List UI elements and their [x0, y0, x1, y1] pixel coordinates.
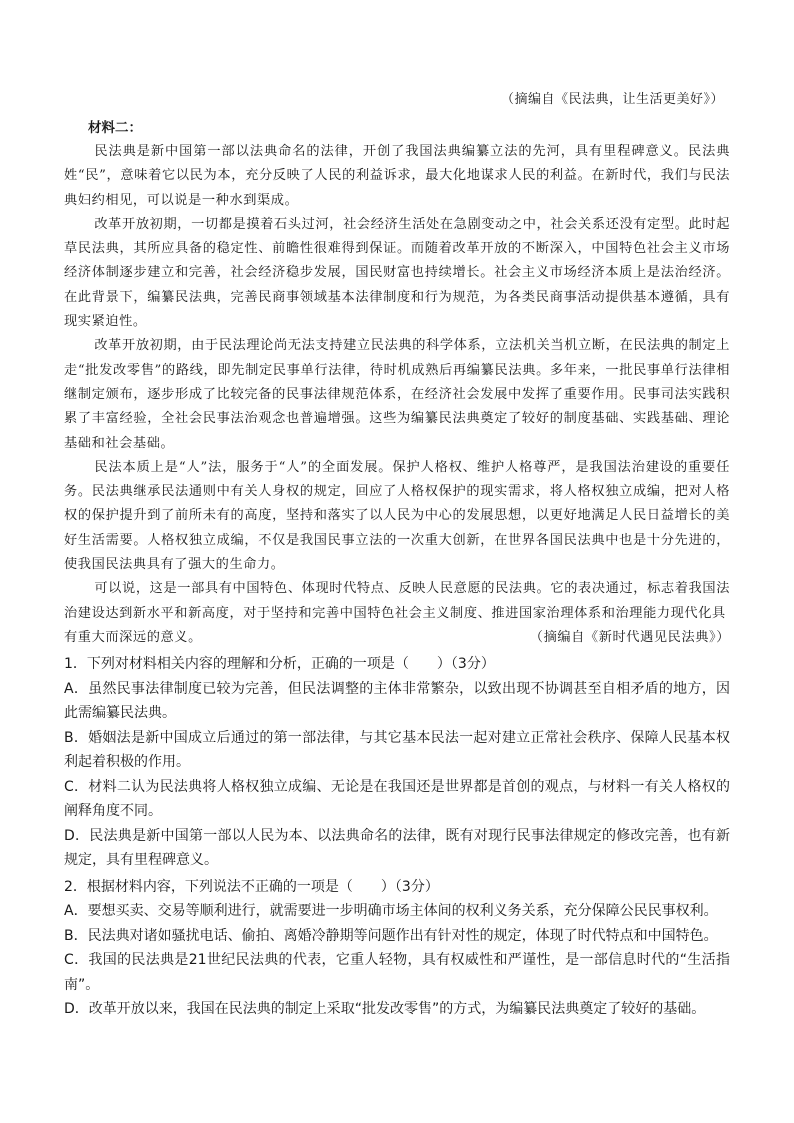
- material2-paragraph-2: 改革开放初期，一切都是摸着石头过河，社会经济生活处在急剧变动之中，社会关系还没有定型。此时起草民法典，其所应具备的稳定性、前瞻性很难得到保证。而随着改革开放的不断深入，中国特色社会主义市场经济体制逐步建立和完善，社会经济稳步发展，国民财富也持续增长。社会主义市场经济本质上是法治经济。在此背景下，编纂民法典，完善民商事领域基本法律制度和行为规范，为各类民商事活动提供基本遵循，具有现实紧迫性。: [64, 216, 730, 330]
- material2-source: （摘编自《新时代遇见民法典》）: [529, 629, 730, 645]
- material2-last-line: 有重大而深远的意义。: [64, 629, 202, 645]
- material1-source: （摘编自《民法典，让生活更美好》）: [500, 92, 724, 107]
- material2-title: 材料二：: [88, 120, 142, 136]
- question-1-option-b: B．婚姻法是新中国成立后通过的第一部法律，与其它基本民法一起对建立正常社会秩序、保障人民基本权利起着积极的作用。: [64, 729, 730, 771]
- question-2-option-a: A．要想买卖、交易等顺利进行，就需要进一步明确市场主体间的权利义务关系，充分保障公民民事权利。: [64, 903, 718, 920]
- material2-paragraph-5: 可以说，这是一部具有中国特色、体现时代特点、反映人民意愿的民法典。它的表决通过，标志着我国法治建设达到新水平和新高度，对于坚持和完善中国特色社会主义制度、推进国家治理体系和治理能力现代化具: [64, 581, 730, 621]
- material2-paragraph-4: 民法本质上是“人”法，服务于“人”的全面发展。保护人格权、维护人格尊严，是我国法治建设的重要任务。民法典继承民法通则中有关人身权的规定，回应了人格权保护的现实需求，将人格权独立成编，把对人格权的保护提升到了前所未有的高度，坚持和落实了以人民为中心的发展思想，以更好地满足人民日益增长的美好生活需要。人格权独立成编，不仅是我国民事立法的一次重大创新，在世界各国民法典中也是十分先进的，使我国民法典具有了强大的生命力。: [64, 459, 730, 573]
- question-1-option-d: D．民法典是新中国第一部以人民为本、以法典命名的法律，既有对现行民事法律规定的修改完善，也有新规定，具有里程碑意义。: [64, 827, 730, 869]
- question-2-option-b: B．民法典对诸如骚扰电话、偷拍、离婚冷静期等问题作出有针对性的规定，体现了时代特点和中国特色。: [64, 927, 718, 944]
- question-1-option-c: C．材料二认为民法典将人格权独立成编、无论是在我国还是世界都是首创的观点，与材料一有关人格权的阐释角度不同。: [64, 778, 730, 820]
- material2-footer: [64, 626, 730, 650]
- question-1-stem: 1．下列对材料相关内容的理解和分析，正确的一项是（ ）（3分）: [64, 656, 495, 673]
- question-1-option-a: A．虽然民事法律制度已较为完善，但民法调整的主体非常繁杂，以致出现不协调甚至自相矛盾的地方，因此需编纂民法典。: [64, 680, 730, 722]
- question-2-option-d: D．改革开放以来，我国在民法典的制定上采取“批发改零售”的方式，为编纂民法典奠定了较好的基础。: [64, 1001, 706, 1018]
- material2-paragraph-3: 改革开放初期，由于民法理论尚无法支持建立民法典的科学体系，立法机关当机立断，在民法典的制定上走“批发改零售”的路线，即先制定民事单行法律，待时机成熟后再编纂民法典。多年来，一批民事单行法律相继制定颁布，逐步形成了比较完备的民事法律规范体系，在经济社会发展中发挥了重要作用。民事司法实践积累了丰富经验，全社会民事法治观念也普遍增强。这些为编纂民法典奠定了较好的制度基础、实践基础、理论基础和社会基础。: [64, 338, 730, 451]
- question-2-option-c: C．我国的民法典是21世纪民法典的代表，它重人轻物，具有权威性和严谨性，是一部信息时代的“生活指南”。: [64, 952, 730, 993]
- question-2-stem: 2．根据材料内容，下列说法不正确的一项是（ ）（3分）: [64, 878, 439, 895]
- material2-paragraph-1: 民法典是新中国第一部以法典命名的法律，开创了我国法典编纂立法的先河，具有里程碑意义。民法典姓“民”，意味着它以民为本，充分反映了人民的利益诉求，最大化地谋求人民的利益。在新时代，我们与民法典妇约相见，可以说是一种水到渠成。: [64, 144, 730, 208]
